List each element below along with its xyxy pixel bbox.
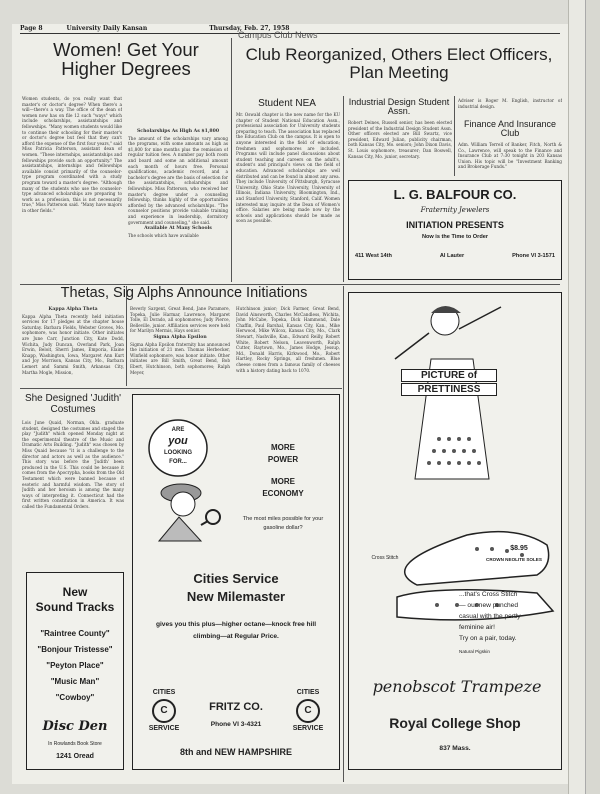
balfour-tagline: Fraternity Jewelers: [420, 206, 490, 214]
disc-den-name: Disc Den: [42, 719, 108, 734]
cs-logo-right-sym: C: [304, 705, 312, 716]
bubble-line: LOOKING: [164, 450, 192, 456]
shoe-ad: [348, 292, 562, 770]
women-article-col1: [22, 96, 122, 282]
track-item: "Music Man": [50, 677, 100, 686]
shoe-copy-line: — our new punched: [459, 602, 519, 609]
more-economy-2: ECONOMY: [262, 489, 304, 498]
kappa-body-text: Kappa Alpha Theta recently held initiation services for 17 pledges at the chapter house Saturday. Barbara Fields, Webster Groves, Mo. sophomore, was honor initiate. Other initiates are June Carr, Junction City, Kate Dodd, Wichita, Judy Duncan, Overland Park, Joan Erwin, Beloit, Sherri James, Emporia, Elaine Knapp, Washington, Iowa, Margaret Ann Kurt and Joy Morrison, Kansas City, Mo., Barbara Lemert and Sammi Smith, Arkansas City, Martha Mogle, Mission,: [22, 313, 124, 375]
cs-logo-right-bottom: SERVICE: [292, 725, 324, 732]
judith-body-text: Lois June Quaid, Norman, Okla. graduate student, designed the costumes and staged the play "Judith" which opened Monday night at the experimental theatre of the Music and Dramatic Arts Building. "Judith" was chosen by Miss Quaid because "it is a challenge to the director and actors as well as the audience." This story was before the 'Judith' been produced in the U.S. This could be because it comes from the Apocrypha, books from the Old Testament which were banned because of esoteric and harmful wisdom. The story of Judith and her heroism is among the many ways of interpreting it. Connecticut had the first written constitution in America. It was called the Fundamental Orders.: [22, 420, 124, 509]
shoe-copy-line: ...that's Cross Stitch: [459, 591, 518, 598]
thetas-right-text: Hutchinson junior; Dick Farmer, Great Bend, David Ainsworth, Charles McCandless, Wichita, John McCabe, Topeka, Dick Hammond, Dale Chaffin, Paul Barshal, Kansas City, Kan., Mike Herwood, Mike Wilcox, Kansas City, Mo., Clark Stewart, Nashville, Kan., Edward Reilly, Robert White, Robert Nelson, Leavenworth, Ralph Cutter, Raytown, Mo., James Hodge, Jessup, Md., Donald Harris, Kirkwood, Mo., Robert Hartley, Rocky Springs, all freshmen. Blue cheese comes from a famous family of cheeses with a history dating back to 1070.: [236, 306, 340, 373]
scholarship-subhead: Scholarships As High As $1,800: [136, 129, 220, 134]
column-rule: [454, 96, 455, 176]
sound-tracks-title-2: Sound Tracks: [35, 600, 115, 614]
ida-subhead: Industrial Design Student Assn.: [348, 97, 450, 117]
ida-body-text: Robert Deines, Russell senior, has been elected president of the Industrial Design Student Assn. Other officers elected are Bill Swartz, vice president, Edward Julian, publicity chairman, both Kansas City, Mo. seniors; John Dixon Davis, St. Louis sophomore, treasurer; Dan Boswell, Kansas City, Mo. junior, secretary.: [348, 120, 452, 159]
more-economy-1: MORE: [271, 477, 295, 486]
thetas-mid-text: Beverly Sargent, Great Bend, Jane Paramore, Topeka, Julie Harmar, Lawrence, Margaret Tolle, El Dorado, all sophomores; Judy Pierce, Belleville, junior. Affiliation services were held for Marilyn Mermis, Hays senior.: [130, 306, 230, 334]
crown-price: $8.95: [510, 545, 528, 552]
woman-illustration: [389, 299, 509, 519]
nea-body-text: Mr. Oswald chapter is the new name for the KU chapter of Student National Education Assn., professional association for University students preparing to teach. The association has replaced the Education Club on the campus. It is open to anyone interested in the field of education; freshmen and sophomores are included. Programs will include panel discussions about student teaching and careers on the adult's, student's and principal's views on the field of education. Advanced scholarships are well distributed and can be found in almost any area. They include University of Pittsburgh, Syracuse University, Ohio State University, University of Illinois, Indiana University, Bloomington, Ind., and Stanford University, Stanford, Calif. Women interested may inquire at the Dean of Women's office. Salaries are being made now by the schools and applications should be made as soon as possible.: [236, 112, 340, 224]
kappa-section: [22, 306, 124, 386]
cs-logo-left-sym: C: [160, 705, 168, 716]
cs-logo-left-bottom: SERVICE: [148, 725, 180, 732]
sound-tracks-title-1: New: [62, 585, 88, 599]
ida-body: [348, 120, 452, 176]
dealer-phone: Phone VI 3-4321: [210, 721, 262, 728]
section-rule: [20, 388, 342, 389]
cs-logo-left-top: CITIES: [152, 689, 176, 696]
track-item: "Raintree County": [40, 629, 110, 638]
finance-body-text: Adm. William Terrell of Banker, Fitch, North & Co., Lawrence, will speak to the Finance and Insurance Club at 7:30 tonight in 203 Kansas Union. His topic will be "Investment Banking and Brokerage Funds.": [458, 142, 562, 170]
thetas-mid-col: [130, 306, 230, 386]
finance-subhead: Finance And Insurance Club: [463, 119, 557, 139]
judith-headline: She Designed 'Judith' Costumes: [24, 393, 122, 415]
women-col2-end: The schools which have available: [128, 232, 199, 238]
sign-picture: PICTURE of: [401, 369, 497, 382]
more-power-1: MORE: [271, 443, 295, 452]
shoe-copy-line: feminine air!: [459, 624, 495, 631]
bubble-line: FOR...: [169, 459, 187, 465]
detective-illustration: [139, 479, 223, 545]
more-power-2: POWER: [267, 455, 299, 464]
store-name: Royal College Shop: [389, 715, 521, 731]
store-address: 837 Mass.: [439, 745, 471, 752]
schools-subhead: Available At Many Schools: [144, 226, 212, 232]
track-item: "Cowboy": [55, 693, 95, 702]
cs-title-1: Cities Service: [193, 571, 279, 586]
column-rule: [343, 96, 344, 282]
page-number: Page 8: [20, 25, 43, 32]
disc-den-location: In Rowlands Book Store: [48, 741, 102, 747]
trampeze-logo: penobscot Trampeze: [372, 677, 542, 696]
bubble-line: ARE: [171, 427, 185, 433]
column-rule: [343, 286, 344, 782]
bubble-line: you: [168, 435, 188, 447]
thetas-right-col: [236, 306, 340, 386]
balfour-phone: Phone VI 3-1571: [512, 253, 555, 259]
balfour-presents: INITIATION PRESENTS: [406, 220, 504, 230]
balfour-address: 411 West 14th: [355, 253, 392, 259]
nea-subhead: Student NEA: [258, 98, 316, 109]
sigma-subhead: Sigma Alpha Epsilon: [153, 334, 207, 340]
page-fold-shadow: [585, 0, 600, 794]
crown-label: CROWN NEOLITE SOLES: [486, 557, 542, 562]
balfour-contact: Al Lauter: [439, 253, 465, 259]
cs-tagline: The most miles possible for your gasoline dollar?: [242, 516, 324, 531]
finance-body: [458, 142, 562, 176]
shoe-copy-line: casual with the pertly: [459, 613, 521, 620]
sign-prettiness: PRETTINESS: [401, 383, 497, 396]
women-headline: Women! Get Your Higher Degrees: [53, 39, 199, 80]
women-article-col2: [128, 128, 228, 282]
section-title: Campus Club News: [238, 30, 318, 40]
women-col1-text: Women students, do you really want that master's or doctor's degree? When there's a will—there's a way. The office of the dean of women now has on file 12 such "ways" which include scholarships, assistantships and fellowships. "Many women students would like to continue their schooling for their master's or doctor's degree but feel that they can't afford the expense of the first four years," said Miss Patricia Patterson, assistant dean of women. "These internships, assistantships and fellowships provide such an opportunity." The assistantships, internships and fellowships available consist primarily of the counselor-type program coordinated with a study program toward a master's degree. "Although many of the students who use the counselor-type advanced scholarships are preparing to work as a profession, this is not necessarily true," Miss Patterson said. "Many have majors in other fields.": [22, 96, 122, 213]
balfour-name: L. G. BALFOUR CO.: [393, 187, 517, 202]
dealer-name: FRITZ CO.: [209, 701, 263, 713]
track-item: "Bonjour Tristesse": [37, 645, 113, 654]
balfour-ad: [348, 180, 562, 280]
club-headline: Club Reorganized, Others Elect Officers, Plan Meeting: [245, 45, 553, 82]
cities-service-ad: [132, 394, 340, 770]
disc-den-address: 1241 Oread: [56, 753, 94, 760]
cs-logo-right-top: CITIES: [296, 689, 320, 696]
dealer-address: 8th and NEW HAMPSHIRE: [179, 747, 292, 757]
sigma-body-text: Sigma Alpha Epsilon fraternity has announced the initiation of 21 men. Thomas Herbecker, Winfield sophomore, was honor initiate. Other initiates are Bill Smith, Great Bend, Bob Ebert, Hutchinson, both sophomores; Ralph Meyer,: [130, 341, 230, 375]
nea-body: [236, 112, 340, 280]
adviser-note: [458, 98, 562, 112]
cs-title-2: New Milemaster: [186, 589, 286, 604]
natural-pigskin: Natural Pigskin: [459, 649, 490, 654]
balfour-time: Now is the Time to Order: [421, 234, 489, 240]
thetas-headline: Thetas, Sig Alphs Announce Initiations: [60, 285, 308, 301]
newspaper-page: [12, 24, 568, 784]
kappa-subhead: Kappa Alpha Theta: [48, 307, 98, 312]
judith-body: [22, 420, 124, 566]
paper-name: University Daily Kansan: [66, 25, 148, 32]
disc-den-ad: [26, 572, 124, 770]
balfour-address-row: [355, 253, 555, 259]
shoe-copy-line: Try on a pair, today.: [459, 635, 517, 642]
track-item: "Peyton Place": [46, 661, 104, 670]
issue-date: Thursday, Feb. 27, 1958: [209, 25, 290, 32]
women-col2-text: The amount of the scholarships vary among the programs, with some amounts as high as $1,800 for nine months plus the remission of regular tuition fees. A number pay both room and board and some an additional amount each month of hours free. Personal qualifications, academic record, and a bachelor's degree are the basis of selection for the assistantships, scholarships and fellowships. Miss Patterson, who received her master's degree under a counseling fellowship, thinks highly of the opportunities afforded by the advanced scholarships. "The counselor positions provide valuable training and experience in leadership, dormitory government and counseling," she said.: [128, 135, 228, 225]
column-rule: [231, 38, 232, 282]
cs-body: gives you this plus—higher octane—knock free hill climbing—at Regular Price.: [155, 621, 317, 640]
adviser-text: Adviser is Roger M. English, instructor of industrial design.: [458, 98, 562, 109]
shoe-model: Cross Stitch: [371, 555, 399, 561]
